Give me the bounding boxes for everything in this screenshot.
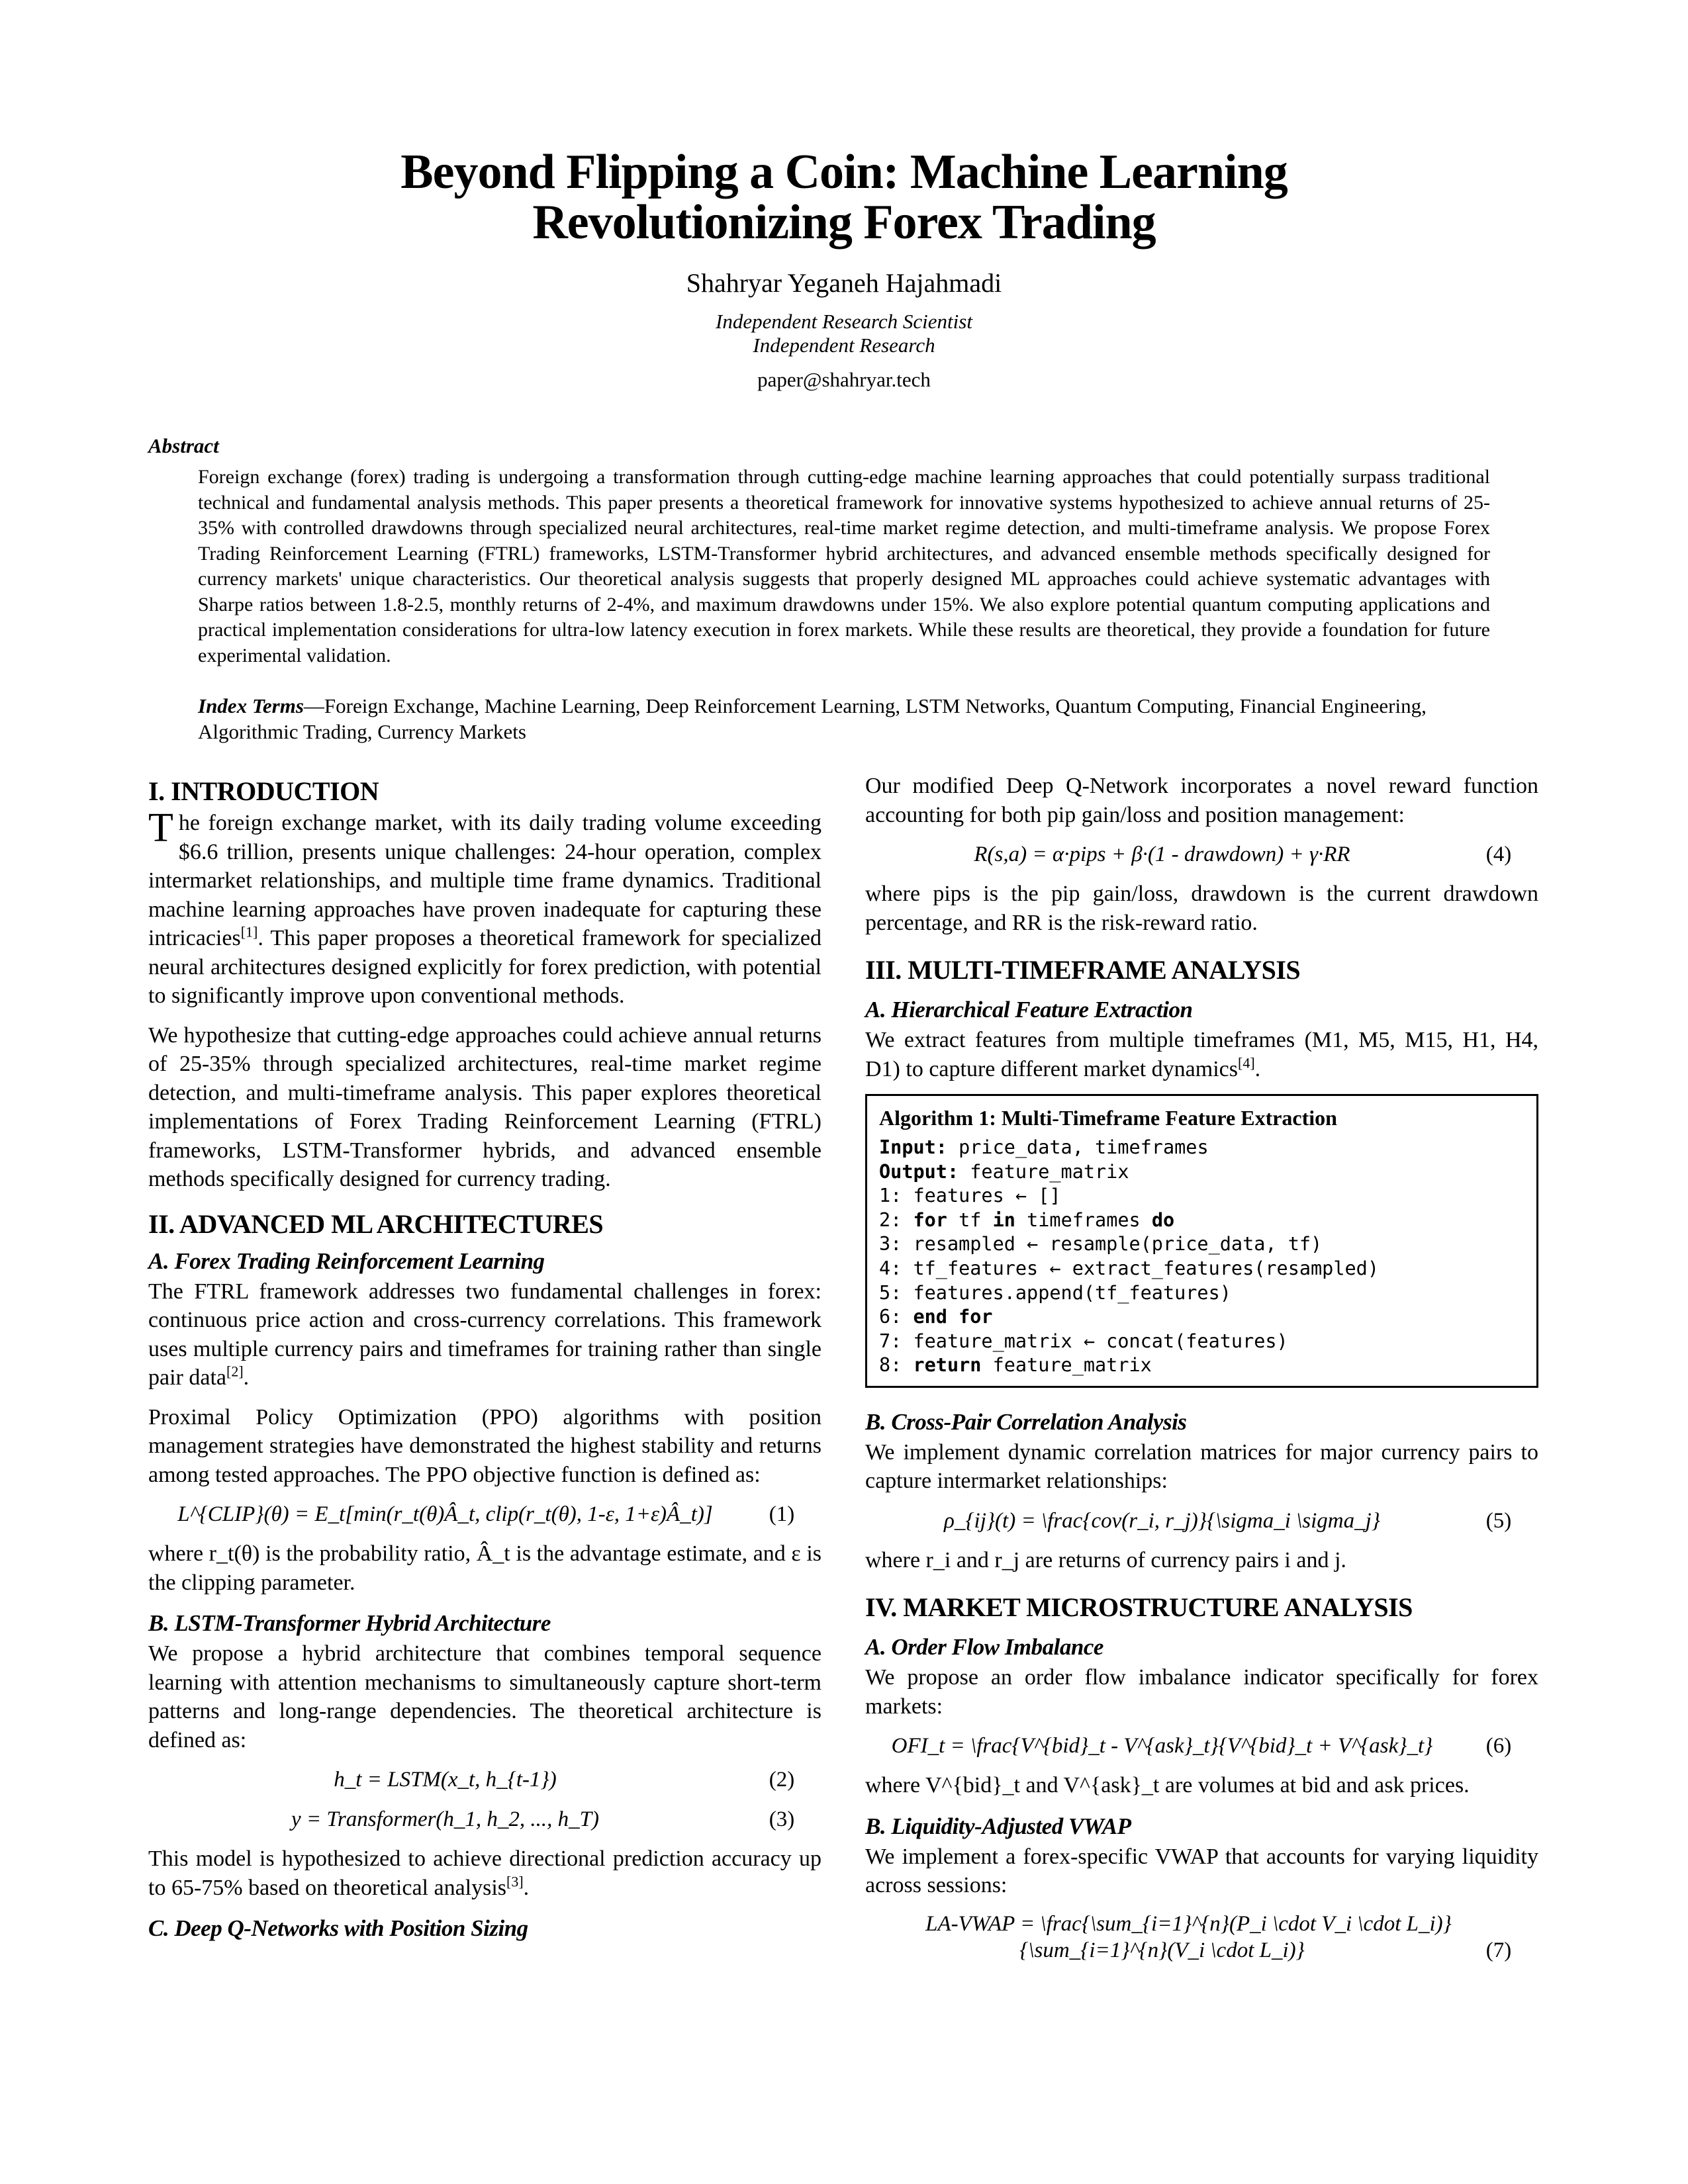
algo-output-text: feature_matrix xyxy=(959,1160,1129,1183)
index-terms-label: Index Terms xyxy=(198,694,304,717)
intro-p1-text-a: he foreign exchange market, with its daily trading volume exceeding $6.6 trillion, presents unique challenges: 24-hour operation, complex intermarket relationships, and multiple time frame dynamics. Traditional machine learning approaches have proven inadequate for capturing these intricacies xyxy=(148,811,821,950)
subsection-ftrl-heading: A. Forex Trading Reinforcement Learning xyxy=(148,1248,545,1274)
algorithm-line-5: 5: features.append(tf_features) xyxy=(879,1281,1231,1304)
orderflow-paragraph-2: where V^{bid}_t and V^{ask}_t are volumes at bid and ask prices. xyxy=(865,1773,1470,1798)
index-terms-dash: — xyxy=(303,694,324,717)
equation-1 xyxy=(148,1500,821,1529)
affiliation xyxy=(0,310,1688,357)
equation-6-formula: OFI_t = \frac{V^{bid}_t - V^{ask}_t}{V^{bid}_t + V^{ask}_t} xyxy=(891,1734,1433,1758)
equation-5-formula: ρ_{ij}(t) = \frac{cov(r_i, r_j)}{\sigma_i \sigma_j} xyxy=(943,1508,1380,1533)
dropcap-letter: T xyxy=(148,805,173,850)
citation-4: [4] xyxy=(1238,1054,1255,1071)
right-column xyxy=(865,772,1538,1964)
equation-5-number: (5) xyxy=(1485,1508,1512,1533)
ftrl-paragraph-1 xyxy=(148,1277,821,1392)
algo-output-keyword: Output: xyxy=(879,1160,959,1183)
algorithm-line-3: 3: resampled ← resample(price_data, tf) xyxy=(879,1233,1323,1255)
subsection-dqn-heading: C. Deep Q-Networks with Position Sizing xyxy=(148,1915,528,1941)
equation-7-number: (7) xyxy=(1485,1938,1512,1962)
algorithm-1-title: Algorithm 1: Multi-Timeframe Feature Extraction xyxy=(879,1106,1337,1130)
ftrl-paragraph-3: where r_t(θ) is the probability ratio, Â_t is the advantage estimate, and ε is the clipping parameter. xyxy=(148,1541,821,1595)
citation-2: [2] xyxy=(226,1363,244,1380)
algorithm-line-1: 1: features ← [] xyxy=(879,1185,1061,1207)
equation-4-formula: R(s,a) = α·pips + β·(1 - drawdown) + γ·RR xyxy=(974,842,1350,866)
equation-5 xyxy=(865,1506,1538,1535)
algorithm-line-4: 4: tf_features ← extract_features(resampled) xyxy=(879,1257,1379,1279)
algo-input-keyword: Input: xyxy=(879,1136,947,1158)
algo-input-text: price_data, timeframes xyxy=(947,1136,1209,1158)
subsection-orderflow-heading: A. Order Flow Imbalance xyxy=(865,1634,1103,1661)
affiliation-line-2: Independent Research xyxy=(753,334,935,357)
equation-4 xyxy=(865,840,1538,869)
algo-return-keyword: return xyxy=(913,1354,982,1377)
equation-2 xyxy=(148,1765,821,1794)
algo-l6-num: 6: xyxy=(879,1306,914,1328)
algo-do-keyword: do xyxy=(1151,1208,1175,1231)
dqn-paragraph-2: where pips is the pip gain/loss, drawdown is the current drawdown percentage, and RR is the risk-reward ratio. xyxy=(865,882,1538,935)
equation-4-number: (4) xyxy=(1485,842,1512,866)
dqn-paragraph-1: Our modified Deep Q-Network incorporates a novel reward function accounting for both pip gain/loss and position management: xyxy=(865,774,1538,827)
equation-7-line-2: {\sum_{i=1}^{n}(V_i \cdot L_i)} xyxy=(1019,1938,1305,1962)
subsection-lstm-heading: B. LSTM-Transformer Hybrid Architecture xyxy=(148,1610,551,1636)
equation-1-number: (1) xyxy=(769,1502,795,1526)
equation-2-formula: h_t = LSTM(x_t, h_{t-1}) xyxy=(334,1768,557,1792)
hierarchical-paragraph xyxy=(865,1026,1538,1083)
index-terms xyxy=(198,694,1490,745)
author-name: Shahryar Yeganeh Hajahmadi xyxy=(686,268,1002,298)
algorithm-line-output xyxy=(879,1160,1523,1185)
orderflow-paragraph-1: We propose an order flow imbalance indicator specifically for forex markets: xyxy=(865,1665,1538,1719)
section-microstructure-heading: IV. MARKET MICROSTRUCTURE ANALYSIS xyxy=(865,1592,1413,1623)
algorithm-line-2 xyxy=(879,1208,1523,1233)
subsection-vwap-heading: B. Liquidity-Adjusted VWAP xyxy=(865,1813,1131,1839)
ftrl-paragraph-2: Proximal Policy Optimization (PPO) algorithms with position management strategies have demonstrated the highest stability and returns among tested approaches. The PPO objective function is defined as: xyxy=(148,1404,821,1487)
algorithm-1-box xyxy=(865,1094,1538,1388)
section-architectures-heading: II. ADVANCED ML ARCHITECTURES xyxy=(148,1208,604,1239)
equation-2-number: (2) xyxy=(769,1768,795,1792)
section-multitimeframe-heading: III. MULTI-TIMEFRAME ANALYSIS xyxy=(865,955,1301,985)
equation-3 xyxy=(148,1805,821,1834)
algorithm-line-input xyxy=(879,1136,1523,1160)
crosspair-paragraph-1: We implement dynamic correlation matrices for major currency pairs to capture intermarket relationships: xyxy=(865,1439,1538,1494)
abstract-label: Abstract xyxy=(148,434,219,457)
citation-3: [3] xyxy=(506,1873,524,1890)
section-introduction-heading: I. INTRODUCTION xyxy=(148,776,379,806)
equation-7-line-2-row xyxy=(865,1937,1538,1964)
equation-3-formula: y = Transformer(h_1, h_2, ..., h_T) xyxy=(291,1807,600,1831)
index-terms-text: Foreign Exchange, Machine Learning, Deep Reinforcement Learning, LSTM Networks, Quantum Computing, Financial Engineering, Algorithmic Trading, Currency Markets xyxy=(198,694,1427,743)
equation-6-number: (6) xyxy=(1485,1734,1512,1758)
crosspair-paragraph-2: where r_i and r_j are returns of currency pairs i and j. xyxy=(865,1547,1346,1572)
subsection-hierarchical-heading: A. Hierarchical Feature Extraction xyxy=(865,997,1193,1023)
vwap-paragraph-1: We implement a forex-specific VWAP that accounts for varying liquidity across sessions: xyxy=(865,1844,1538,1898)
algo-l2-iter: timeframes xyxy=(1015,1208,1152,1231)
intro-p1-text-b: . This paper proposes a theoretical framework for specialized neural architectures designed explicitly for forex prediction, with potential to significantly improve upon conventional methods. xyxy=(148,926,821,1008)
title-line-1: Beyond Flipping a Coin: Machine Learning xyxy=(400,145,1288,199)
algo-for-keyword: for xyxy=(913,1208,947,1231)
equation-7-line-1: LA-VWAP = \frac{\sum_{i=1}^{n}(P_i \cdot V_i \cdot L_i)} xyxy=(925,1911,1452,1936)
lstm-paragraph-1: We propose a hybrid architecture that combines temporal sequence learning with attention mechanisms to simultaneously capture short-term patterns and long-range dependencies. The theoretical architecture is defined as: xyxy=(148,1641,821,1752)
abstract-text: Foreign exchange (forex) trading is undergoing a transformation through cutting-edge machine learning approaches that could potentially surpass traditional technical and fundamental analysis methods. This paper presents a theoretical framework for innovative systems hypothesized to achieve annual returns of 25-35% with controlled drawdowns through specialized neural architectures, real-time market regime detection, and multi-timeframe analysis. We propose Forex Trading Reinforcement Learning (FTRL) frameworks, LSTM-Transformer hybrid architectures, and advanced ensemble methods specifically designed for currency markets' unique characteristics. Our theoretical analysis suggests that properly designed ML approaches could achieve systematic advantages with Sharpe ratios between 1.8-2.5, monthly returns of 2-4%, and maximum drawdowns under 15%. We also explore potential quantum computing applications and practical implementation considerations for ultra-low latency execution in forex markets. While these results are theoretical, they provide a foundation for future experimental validation. xyxy=(198,466,1490,666)
algo-l2-num: 2: xyxy=(879,1208,914,1231)
algo-endfor-keyword: end for xyxy=(913,1306,993,1328)
algo-in-keyword: in xyxy=(992,1208,1015,1231)
lstm-p2-text-b: . xyxy=(523,1875,530,1900)
algorithm-line-8 xyxy=(879,1353,1523,1378)
subsection-crosspair-heading: B. Cross-Pair Correlation Analysis xyxy=(865,1408,1187,1435)
paper-title xyxy=(0,147,1688,248)
algo-l8-text: feature_matrix xyxy=(981,1354,1152,1377)
lstm-paragraph-2 xyxy=(148,1844,821,1902)
ftrl-p1-text-a: The FTRL framework addresses two fundamental challenges in forex: continuous price action and cross-currency correlations. This framework uses multiple currency pairs and timeframes for training rather than single pair data xyxy=(148,1279,821,1390)
intro-paragraph-1 xyxy=(148,805,821,1011)
hierarchical-text-b: . xyxy=(1254,1056,1261,1081)
algorithm-line-7: 7: feature_matrix ← concat(features) xyxy=(879,1330,1288,1352)
algo-l2-var: tf xyxy=(947,1208,993,1231)
equation-7 xyxy=(865,1911,1538,1964)
algo-l8-num: 8: xyxy=(879,1354,914,1377)
equation-3-number: (3) xyxy=(769,1807,795,1831)
citation-1: [1] xyxy=(240,923,258,940)
affiliation-line-1: Independent Research Scientist xyxy=(716,310,972,333)
equation-6 xyxy=(865,1731,1538,1760)
title-line-2: Revolutionizing Forex Trading xyxy=(532,195,1156,250)
ftrl-p1-text-b: . xyxy=(243,1365,250,1390)
algorithm-line-6 xyxy=(879,1305,1523,1330)
equation-1-formula: L^{CLIP}(θ) = E_t[min(r_t(θ)Â_t, clip(r_t(θ), 1-ε, 1+ε)Â_t)] xyxy=(177,1502,713,1526)
intro-paragraph-2: We hypothesize that cutting-edge approaches could achieve annual returns of 25-35% through specialized architectures, real-time market regime detection, and multi-timeframe analysis. This paper explores theoretical implementations of Forex Trading Reinforcement Learning (FTRL) frameworks, LSTM-Transformer hybrids, and advanced ensemble methods specifically designed for currency trading. xyxy=(148,1023,821,1191)
lstm-p2-text-a: This model is hypothesized to achieve directional prediction accuracy up to 65-75% based on theoretical analysis xyxy=(148,1846,821,1900)
hierarchical-text-a: We extract features from multiple timeframes (M1, M5, M15, H1, H4, D1) to capture different market dynamics xyxy=(865,1028,1538,1081)
author-email: paper@shahryar.tech xyxy=(757,368,931,391)
left-column xyxy=(148,774,821,1944)
